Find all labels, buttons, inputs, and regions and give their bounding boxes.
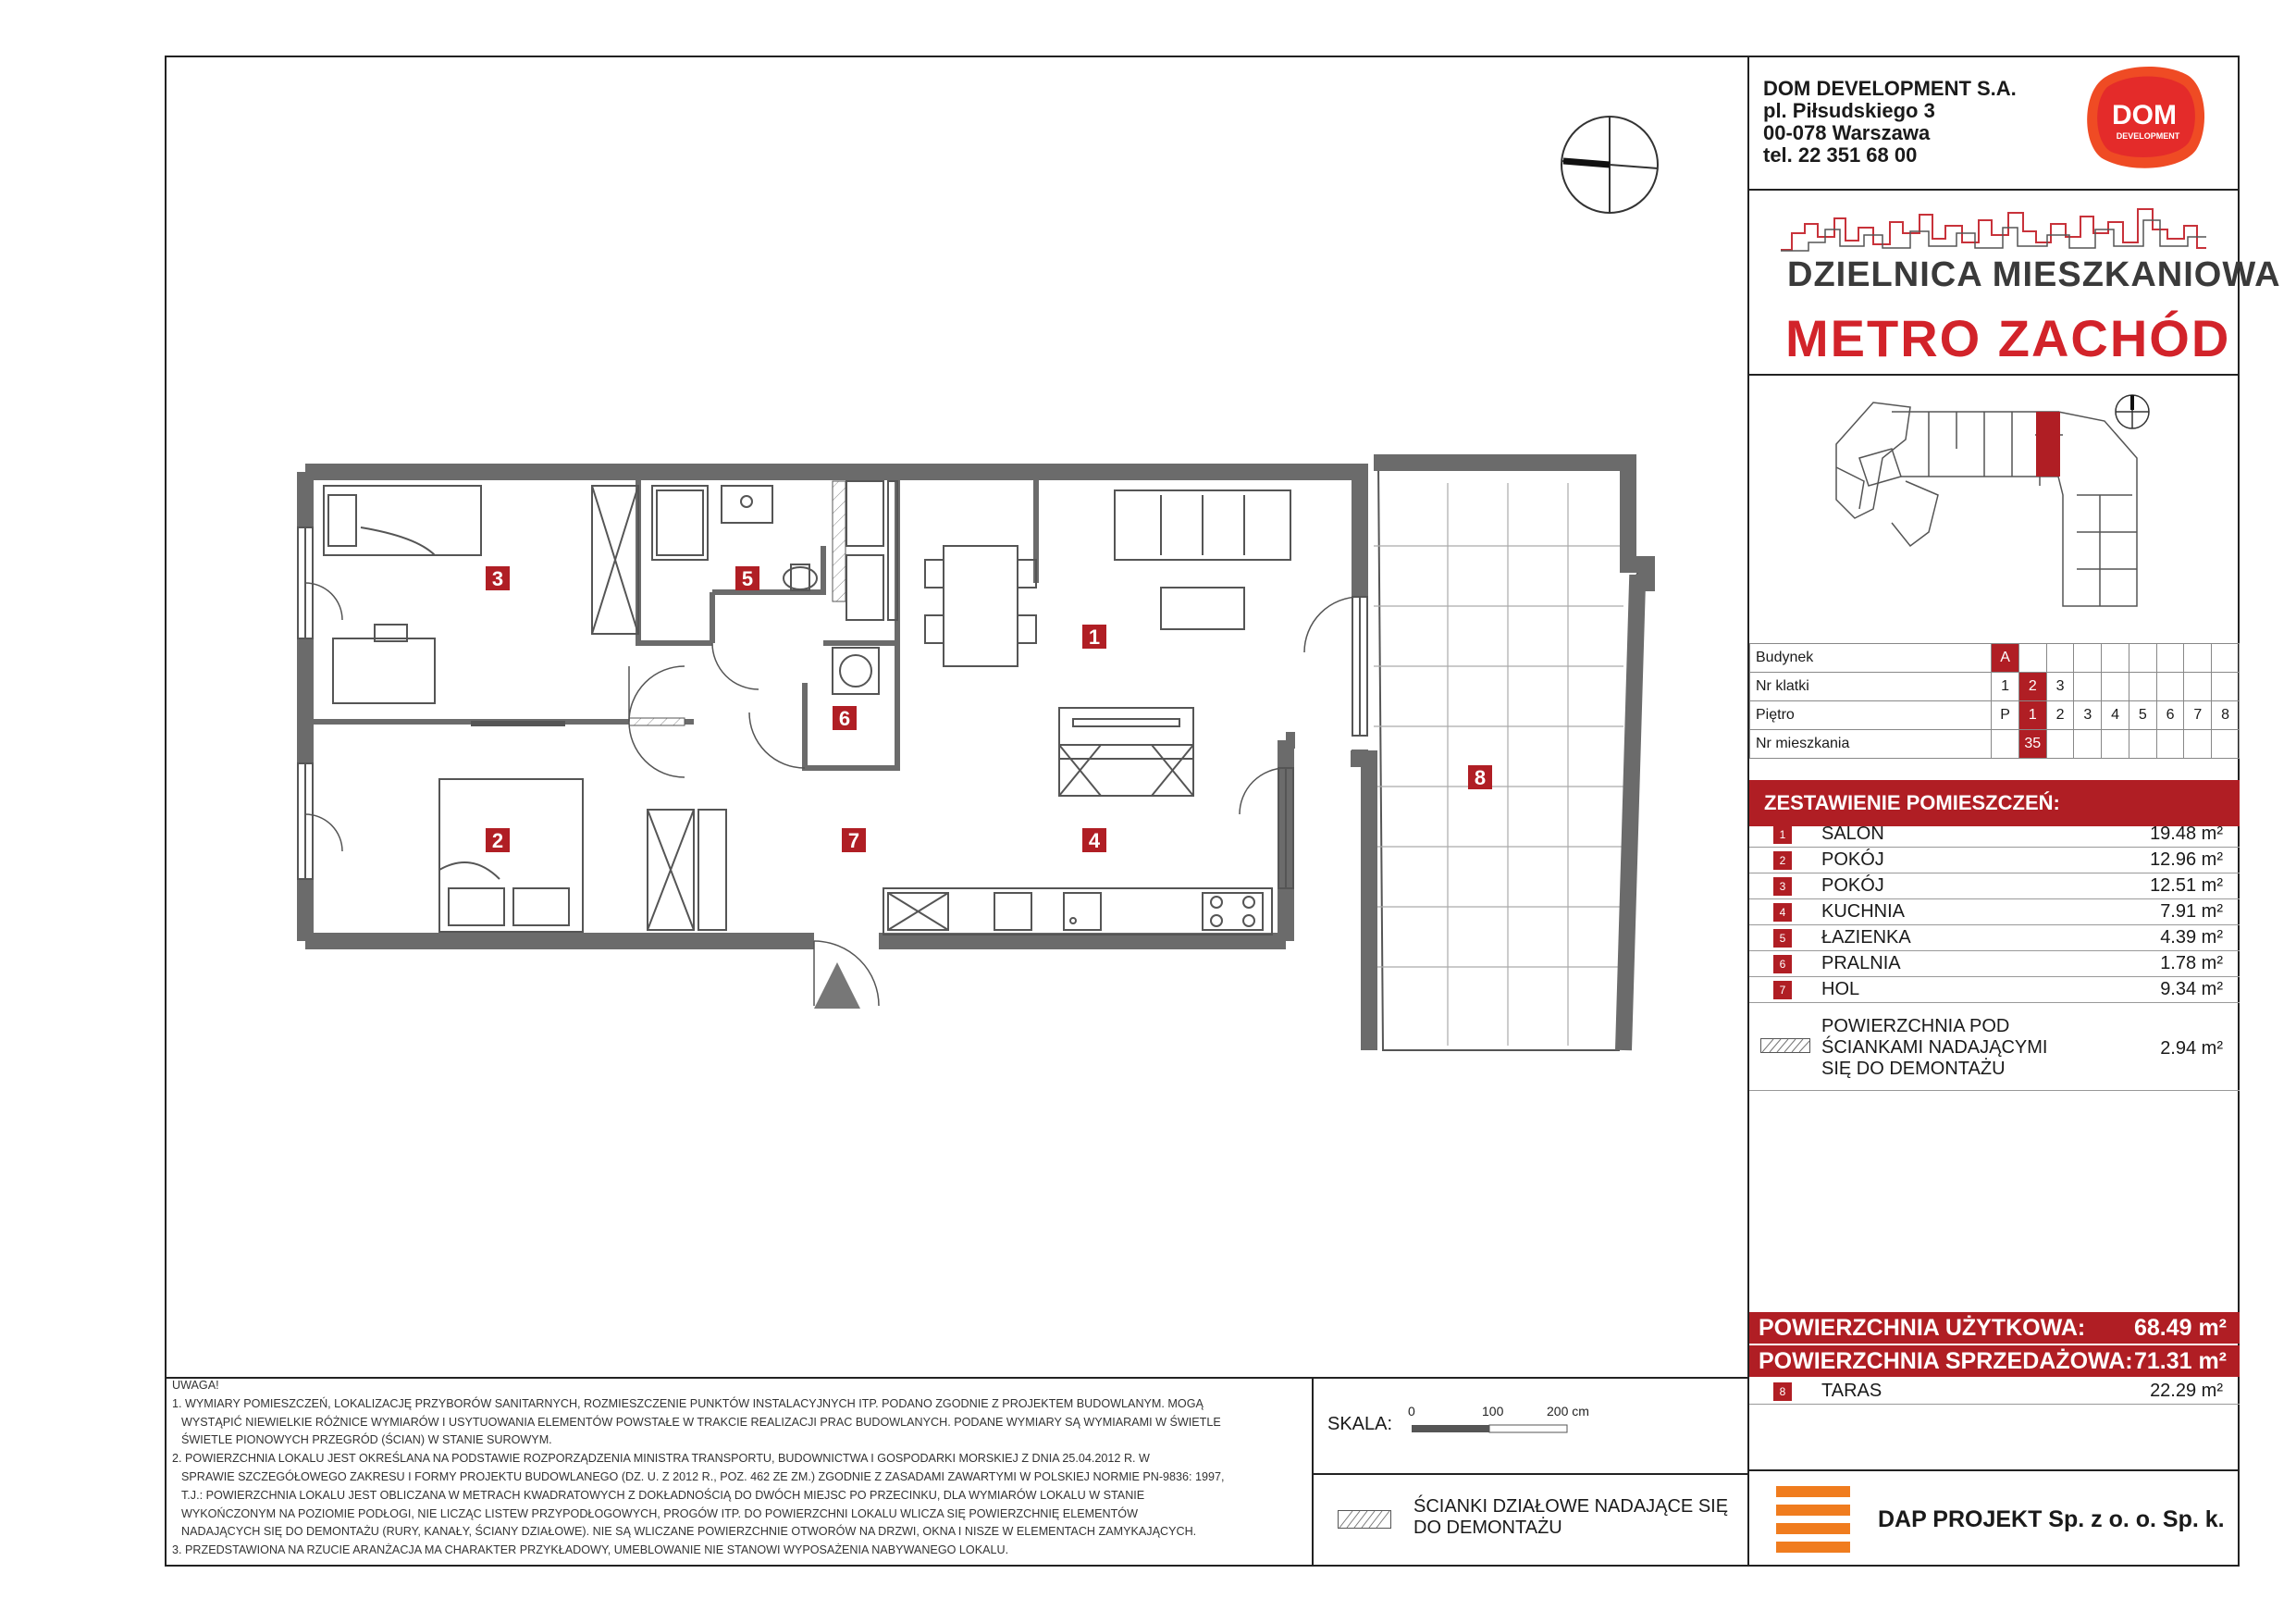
- notes-block: [172, 1377, 1310, 1560]
- logo-text-dom: DOM: [2112, 100, 2177, 130]
- key-plan: [1818, 393, 2160, 615]
- room-row: [1749, 873, 2240, 899]
- room-area: 9.34 m²: [2160, 979, 2223, 999]
- company-address-2: 00-078 Warszawa: [1763, 121, 1931, 144]
- room-number: 6: [1773, 955, 1792, 973]
- dom-development-logo: [2080, 63, 2209, 172]
- room-row: [1749, 977, 2240, 1003]
- company-address-1: pl. Piłsudskiego 3: [1763, 99, 1935, 122]
- room-name: KUCHNIA: [1821, 901, 1906, 922]
- demontaz-area: 2.94 m²: [2160, 1038, 2223, 1059]
- room-number: 4: [1773, 903, 1792, 922]
- legend-line-2: DO DEMONTAŻU: [1413, 1518, 1562, 1538]
- room-number: 5: [1773, 929, 1792, 948]
- room-label-5: 5: [741, 567, 754, 590]
- logo-text-development: DEVELOPMENT: [2116, 131, 2180, 141]
- usable-area-bar: [1749, 1312, 2240, 1344]
- room-label-6: 6: [838, 707, 851, 730]
- scale-tick-0: 0: [1408, 1404, 1415, 1419]
- floor-option: 2: [2046, 701, 2074, 730]
- company-divider: [1747, 189, 2240, 191]
- scale-bar: [1406, 1403, 1591, 1443]
- terrace-number: 8: [1773, 1382, 1792, 1401]
- north-arrow-icon: [1554, 109, 1665, 220]
- room-area: 1.78 m²: [2160, 953, 2223, 973]
- flat-label: Nr mieszkania: [1750, 730, 1992, 759]
- notes-title: UWAGA!: [172, 1379, 219, 1392]
- building-value: A: [1992, 644, 2019, 673]
- company-block: [1763, 78, 2017, 167]
- floor-option: 8: [2212, 701, 2240, 730]
- project-divider: [1747, 374, 2240, 376]
- note-line: WYSTĄPIĆ NIEWIELKIE RÓŻNICE WYMIARÓW I USYTUOWANIA ELEMENTÓW POWSTAŁE W TRAKCIE REALIZACJI PRAC BUDOWLANYCH. PODANE WYMIARY SĄ WYMIARAMI W ŚWIETLE: [181, 1415, 1221, 1429]
- floor-option: 3: [2074, 701, 2102, 730]
- sale-area-bar: [1749, 1345, 2240, 1377]
- floor-option: 6: [2156, 701, 2184, 730]
- room-label-1: 1: [1088, 626, 1101, 649]
- hatch-swatch-icon: [1760, 1038, 1810, 1053]
- terrace-name: TARAS: [1821, 1381, 1882, 1401]
- stair-option: 3: [2046, 673, 2074, 701]
- project-name-line-1: DZIELNICA MIESZKANIOWA: [1787, 255, 2281, 294]
- sale-area-label: POWIERZCHNIA SPRZEDAŻOWA:: [1759, 1348, 2133, 1374]
- demountable-walls: [629, 481, 846, 725]
- note-line: SPRAWIE SZCZEGÓŁOWEGO ZAKRESU I FORMY PROJEKTU BUDOWLANEGO (DZ. U. Z 2012 R., POZ. 462 ZE ZM.) ZGODNIE Z ZASADAMI ZAWARTYMI W POLSKIEJ NORMIE PN-9836: 1997,: [181, 1469, 1225, 1483]
- room-name: HOL: [1821, 979, 1860, 999]
- note-line: WYKOŃCZONYM NA POZIOMIE PODŁOGI, NIE LICZĄC LISTEW PRZYPODŁOGOWYCH, PROGÓW ITP. DO POWIERZCHNI LOKALU WLICZA SIĘ POWIERZCHNIĘ ELEMENTÓW: [181, 1506, 1138, 1520]
- room-area: 7.91 m²: [2160, 901, 2223, 922]
- usable-area-label: POWIERZCHNIA UŻYTKOWA:: [1759, 1315, 2086, 1341]
- designer-divider: [1747, 1469, 2240, 1471]
- floor-option: 7: [2184, 701, 2212, 730]
- terrace: [1351, 463, 1647, 1050]
- legend-text: [1413, 1496, 1728, 1539]
- room-area: 12.96 m²: [2150, 849, 2223, 870]
- room-row: [1749, 822, 2240, 848]
- demontaz-area-row: [1749, 1012, 2240, 1091]
- demontaz-label-2: ŚCIANKAMI NADAJĄCYMI: [1821, 1037, 2048, 1058]
- room-number: 1: [1773, 825, 1792, 844]
- designer-name: DAP PROJEKT Sp. z o. o. Sp. k.: [1878, 1506, 2225, 1532]
- floor-label: Piętro: [1750, 701, 1992, 730]
- building-label: Budynek: [1750, 644, 1992, 673]
- demontaz-label-3: SIĘ DO DEMONTAŻU: [1821, 1059, 2006, 1079]
- floor-option: P: [1992, 701, 2019, 730]
- usable-area-value: 68.49 m²: [2133, 1315, 2227, 1341]
- room-number: 3: [1773, 877, 1792, 896]
- room-label-2: 2: [491, 829, 504, 852]
- floor-option: 5: [2129, 701, 2156, 730]
- room-name: POKÓJ: [1821, 849, 1884, 870]
- floor-option-selected: 1: [2018, 701, 2046, 730]
- wardrobes: [592, 481, 897, 930]
- note-line: NADAJĄCYCH SIĘ DO DEMONTAŻU (RURY, KANAŁY, ŚCIANY DZIAŁOWE). NIE SĄ WLICZANE POWIERZCHNIE OTWORÓW NA DRZWI, OKNA I NISZE W ELEMENTACH ZAMYKAJĄCYCH.: [181, 1525, 1197, 1539]
- company-name: DOM DEVELOPMENT S.A.: [1763, 77, 2017, 100]
- company-phone: tel. 22 351 68 00: [1763, 143, 1918, 167]
- room-row: [1749, 848, 2240, 873]
- note-line: ŚWIETLE PIONOWYCH PRZEGRÓD (ŚCIAN) W STANIE SUROWYM.: [181, 1433, 552, 1447]
- note-line: 2. POWIERZCHNIA LOKALU JEST OKREŚLANA NA PODSTAWIE ROZPORZĄDZENIA MINISTRA TRANSPORTU, BUDOWNICTWA I GOSPODARKI MORSKIEJ Z DNIA 25.04.2012 R. W: [172, 1452, 1150, 1466]
- scale-label: SKALA:: [1327, 1414, 1393, 1434]
- rooms-header: ZESTAWIENIE POMIESZCZEŃ:: [1749, 780, 2240, 826]
- scale-tick-200: 200 cm: [1547, 1404, 1589, 1419]
- scale-legend-divider: [1312, 1473, 1749, 1475]
- room-label-7: 7: [847, 829, 860, 852]
- dap-logo: [1776, 1486, 1850, 1553]
- note-line: 3. PRZEDSTAWIONA NA RZUCIE ARANŻACJA MA CHARAKTER PRZYKŁADOWY, UMEBLOWANIE NIE STANOWI WYPOSAŻENIA NABYWANEGO LOKALU.: [172, 1543, 1009, 1557]
- entrance-marker-icon: [814, 962, 860, 1009]
- room-name: POKÓJ: [1821, 875, 1884, 896]
- hatch-legend-icon: [1338, 1510, 1391, 1529]
- unit-info-table: [1749, 643, 2240, 759]
- room-label-8: 8: [1474, 766, 1487, 789]
- terrace-row: [1749, 1379, 2240, 1405]
- room-label-3: 3: [491, 567, 504, 590]
- room-name: ŁAZIENKA: [1821, 927, 1911, 948]
- floor-plan: [287, 444, 1656, 1055]
- room-name: SALON: [1821, 824, 1884, 844]
- sale-area-value: 71.31 m²: [2133, 1348, 2227, 1374]
- flat-value: 35: [2018, 730, 2046, 759]
- scale-tick-100: 100: [1482, 1404, 1504, 1419]
- room-row: [1749, 899, 2240, 925]
- stair-label: Nr klatki: [1750, 673, 1992, 701]
- room-area: 4.39 m²: [2160, 927, 2223, 948]
- room-name: PRALNIA: [1821, 953, 1901, 973]
- room-area: 12.51 m²: [2150, 875, 2223, 896]
- floor-option: 4: [2102, 701, 2129, 730]
- skyline-graphic: [1781, 205, 2206, 252]
- room-label-4: 4: [1088, 829, 1101, 852]
- room-number: 7: [1773, 981, 1792, 999]
- legend-line-1: ŚCIANKI DZIAŁOWE NADAJĄCE SIĘ: [1413, 1496, 1729, 1517]
- room-row: [1749, 951, 2240, 977]
- scale-divider: [1312, 1377, 1314, 1567]
- room-row: [1749, 925, 2240, 951]
- note-line: T.J.: POWIERZCHNIA LOKALU JEST OBLICZANA W METRACH KWADRATOWYCH Z DOKŁADNOŚCIĄ DO DWÓCH MIEJSC PO PRZECINKU, DLA WYMIARÓW LOKALU W STANIE: [181, 1488, 1145, 1502]
- terrace-area: 22.29 m²: [2150, 1381, 2223, 1401]
- stair-option-selected: 2: [2018, 673, 2046, 701]
- stair-option: 1: [1992, 673, 2019, 701]
- project-name-line-2: METRO ZACHÓD: [1785, 309, 2231, 367]
- room-area: 19.48 m²: [2150, 824, 2223, 844]
- room-number: 2: [1773, 851, 1792, 870]
- note-line: 1. WYMIARY POMIESZCZEŃ, LOKALIZACJĘ PRZYBORÓW SANITARNYCH, ROZMIESZCZENIE PUNKTÓW INSTALACYJNYCH ITP. PODANO ZGODNIE Z PROJEKTEM BUDOWLANYM. MOGĄ: [172, 1396, 1204, 1410]
- demontaz-label-1: POWIERZCHNIA POD: [1821, 1016, 2010, 1036]
